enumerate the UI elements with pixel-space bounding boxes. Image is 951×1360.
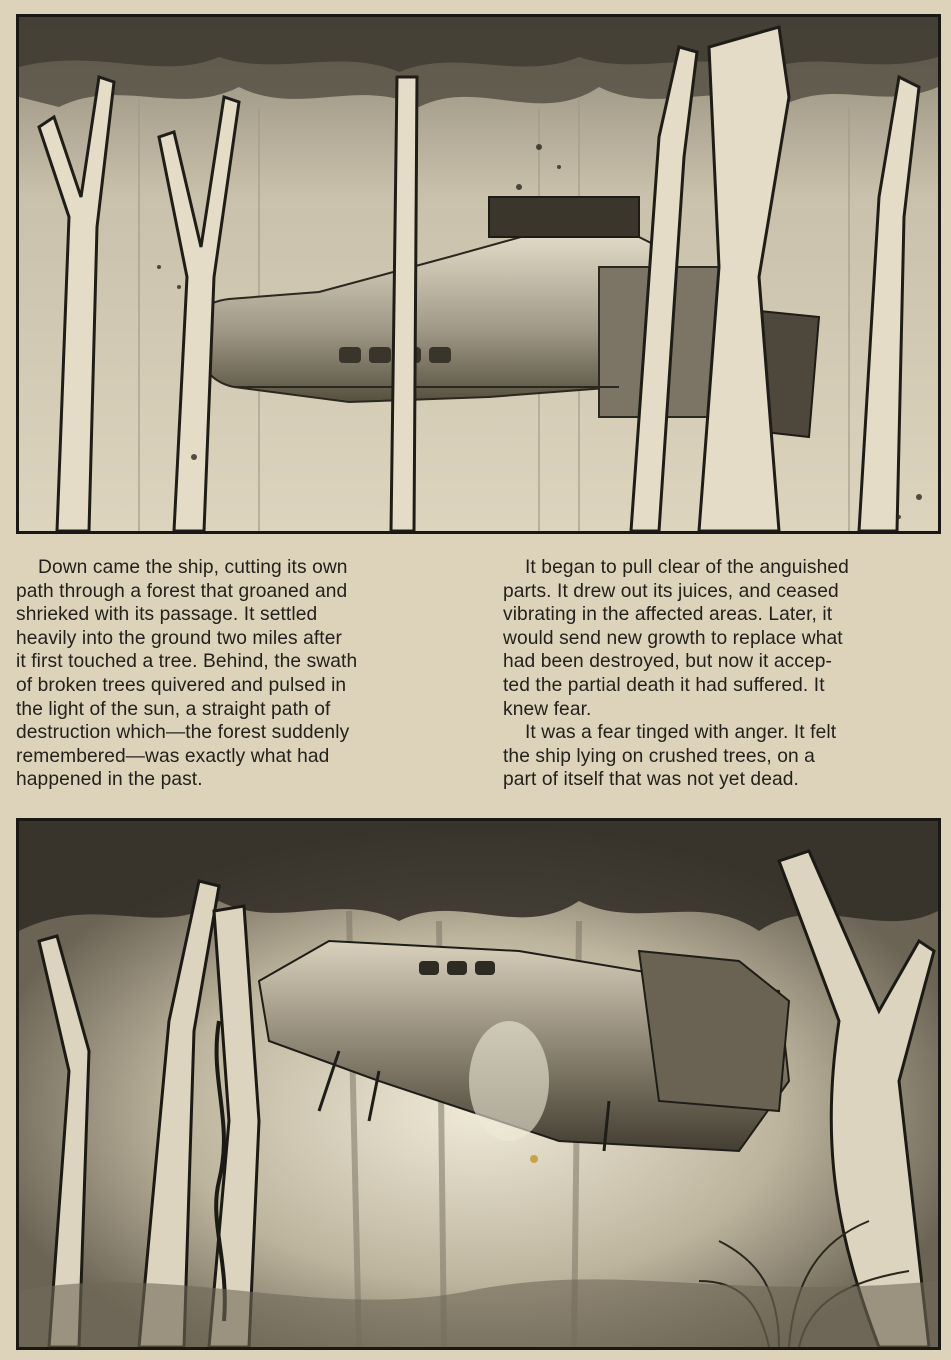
text-line: It was a fear tinged with anger. It felt — [525, 722, 837, 744]
text-line: destruction which—the forest suddenly — [16, 722, 350, 744]
text-line: had been destroyed, but now it accep- — [503, 651, 833, 673]
text-line: vibrating in the affected areas. Later, it — [503, 604, 833, 626]
paragraph — [503, 556, 935, 580]
paragraph — [16, 556, 448, 580]
illustration-crashed-ship — [16, 818, 941, 1350]
left-column — [16, 556, 448, 792]
text-line: shrieked with its passage. It settled — [16, 604, 318, 626]
text-line: the ship lying on crushed trees, on a — [503, 745, 815, 767]
text-line: heavily into the ground two miles after — [16, 627, 342, 649]
ship-among-trees-icon — [19, 17, 938, 531]
text-line: it first touched a tree. Behind, the swath — [16, 651, 358, 673]
ship-crashed-in-forest-icon — [19, 821, 938, 1347]
text-line: parts. It drew out its juices, and ceased — [503, 580, 839, 602]
text-line: path through a forest that groaned and — [16, 580, 348, 602]
text-line: would send new growth to replace what — [503, 627, 843, 649]
text-line: of broken trees quivered and pulsed in — [16, 674, 347, 696]
text-line: ted the partial death it had suffered. It — [503, 674, 825, 696]
text-line: part of itself that was not yet dead. — [503, 769, 799, 791]
text-line: Down came the ship, cutting its own — [38, 557, 348, 578]
text-line: the light of the sun, a straight path of — [16, 698, 331, 720]
text-line: remembered—was exactly what had — [16, 745, 330, 767]
text-line: knew fear. — [503, 698, 592, 720]
body-text — [14, 556, 935, 796]
right-column — [503, 556, 935, 792]
text-line: It began to pull clear of the anguished — [525, 557, 849, 578]
text-line: happened in the past. — [16, 769, 203, 791]
paragraph — [503, 721, 935, 745]
illustration-ship-in-forest — [16, 14, 941, 534]
